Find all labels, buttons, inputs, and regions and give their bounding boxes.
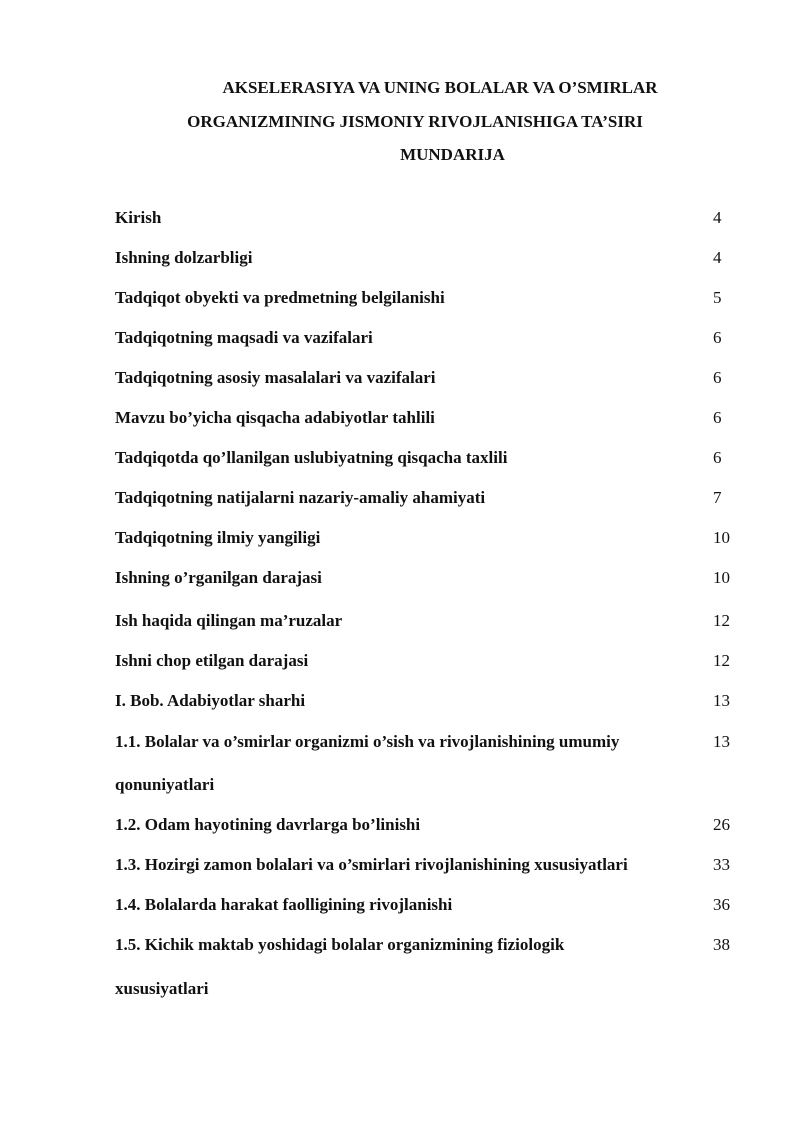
toc-entry-title: Ishni chop etilgan darajasi bbox=[115, 651, 309, 670]
toc-entry-title: Mavzu bo’yicha qisqacha adabiyotlar tahlili bbox=[115, 408, 435, 427]
toc-entry-page: 13 bbox=[713, 732, 730, 751]
document-title-line-2: ORGANIZMINING JISMONIY RIVOJLANISHIGA TA’SIRI bbox=[187, 112, 643, 131]
toc-entry-page: 13 bbox=[713, 691, 730, 710]
toc-entry-page: 10 bbox=[713, 528, 730, 547]
toc-entry-title: Tadqiqotning ilmiy yangiligi bbox=[115, 528, 321, 547]
toc-entry-title: I. Bob. Adabiyotlar sharhi bbox=[115, 691, 306, 710]
toc-entry-title: Tadqiqotda qo’llanilgan uslubiyatning qisqacha taxlili bbox=[115, 448, 508, 467]
toc-entry-title: Ishning dolzarbligi bbox=[115, 248, 253, 267]
toc-entry-title-continuation: xususiyatlari bbox=[115, 979, 209, 998]
toc-entry-title: Tadqiqotning natijalarni nazariy-amaliy ahamiyati bbox=[115, 488, 486, 507]
toc-entry-page: 12 bbox=[713, 651, 730, 670]
toc-entry-page: 12 bbox=[713, 611, 730, 630]
toc-entry-title: Ishning o’rganilgan darajasi bbox=[115, 568, 322, 587]
toc-entry-page: 36 bbox=[713, 895, 730, 914]
toc-entry-page: 33 bbox=[713, 855, 730, 874]
toc-entry-page: 5 bbox=[713, 288, 722, 307]
toc-entry-title: Tadqiqot obyekti va predmetning belgilanishi bbox=[115, 288, 445, 307]
toc-entry-title: Tadqiqotning asosiy masalalari va vazifalari bbox=[115, 368, 436, 387]
toc-entry-page: 6 bbox=[713, 368, 722, 387]
toc-entry-page: 10 bbox=[713, 568, 730, 587]
toc-entry-title: 1.5. Kichik maktab yoshidagi bolalar organizmining fiziologik bbox=[115, 935, 565, 954]
toc-entry-title: 1.2. Odam hayotining davrlarga bo’linishi bbox=[115, 815, 421, 834]
toc-entry-page: 7 bbox=[713, 488, 722, 507]
toc-entry-title: 1.4. Bolalarda harakat faolligining rivojlanishi bbox=[115, 895, 453, 914]
document-title-line-1: AKSELERASIYA VA UNING BOLALAR VA O’SMIRLAR bbox=[222, 78, 658, 97]
toc-entry-page: 26 bbox=[713, 815, 730, 834]
toc-entry-title-continuation: qonuniyatlari bbox=[115, 775, 215, 794]
toc-entry-page: 4 bbox=[713, 208, 722, 227]
toc-entry-page: 6 bbox=[713, 448, 722, 467]
toc-entry-page: 6 bbox=[713, 328, 722, 347]
toc-entry-title: Ish haqida qilingan ma’ruzalar bbox=[115, 611, 343, 630]
toc-entry-title: Tadqiqotning maqsadi va vazifalari bbox=[115, 328, 373, 347]
toc-entry-page: 4 bbox=[713, 248, 722, 267]
toc-entry-title: 1.1. Bolalar va o’smirlar organizmi o’sish va rivojlanishining umumiy bbox=[115, 732, 620, 751]
toc-entry-page: 38 bbox=[713, 935, 730, 954]
toc-heading: MUNDARIJA bbox=[400, 145, 505, 164]
toc-entry-title: 1.3. Hozirgi zamon bolalari va o’smirlari rivojlanishining xususiyatlari bbox=[115, 855, 628, 874]
toc-entry-page: 6 bbox=[713, 408, 722, 427]
toc-entry-title: Kirish bbox=[115, 208, 162, 227]
